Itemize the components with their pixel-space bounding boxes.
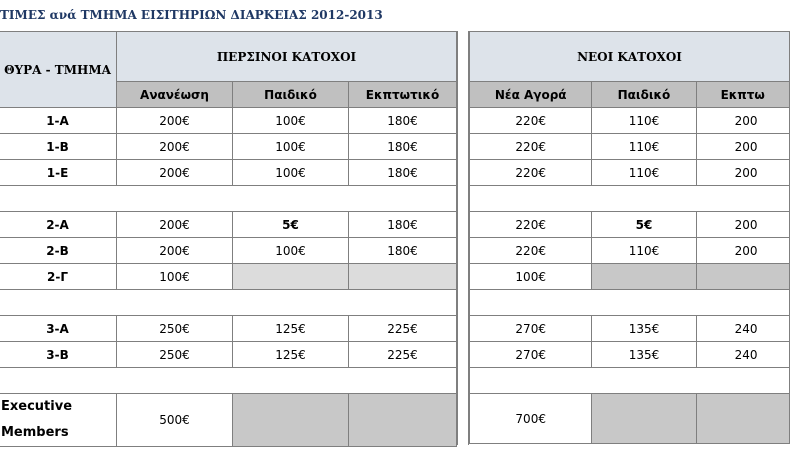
price-cell: 180€ <box>349 108 457 134</box>
section-label: 1-Ε <box>0 160 117 186</box>
price-cell: 110€ <box>592 238 696 264</box>
section-label: 1-Β <box>0 134 117 160</box>
child-column-header: Παιδικό <box>233 82 349 108</box>
price-cell: 110€ <box>592 108 696 134</box>
price-cell: 250€ <box>117 342 233 368</box>
price-cell: 180€ <box>349 160 457 186</box>
executive-members-label: Executive Members <box>0 394 117 447</box>
price-cell: 500€ <box>117 394 233 447</box>
spacer-row <box>0 186 457 212</box>
price-cell: 100€ <box>233 134 349 160</box>
table-row <box>470 160 790 186</box>
table-row <box>0 238 457 264</box>
table-divider <box>457 31 469 445</box>
price-cell: 5€ <box>233 212 349 238</box>
section-label: 1-Α <box>0 108 117 134</box>
price-cell: 200€ <box>117 134 233 160</box>
price-cell: 135€ <box>592 316 696 342</box>
table-row <box>0 134 457 160</box>
empty-cell <box>349 394 457 447</box>
price-cell: 200€ <box>117 212 233 238</box>
price-cell: 200 <box>696 134 789 160</box>
table-row <box>470 316 790 342</box>
new-owners-header: ΝΕΟΙ ΚΑΤΟΧΟΙ <box>470 32 790 82</box>
price-cell: 240 <box>696 316 789 342</box>
price-cell: 270€ <box>470 316 592 342</box>
section-label: 2-Α <box>0 212 117 238</box>
table-row <box>470 238 790 264</box>
price-cell: 5€ <box>592 212 696 238</box>
price-cell: 225€ <box>349 342 457 368</box>
price-cell: 200 <box>696 108 789 134</box>
table-row <box>0 342 457 368</box>
last-year-owners-table <box>0 31 457 447</box>
table-row <box>470 264 790 290</box>
empty-cell <box>592 394 696 444</box>
child-column-header: Παιδικό <box>592 82 696 108</box>
price-cell: 135€ <box>592 342 696 368</box>
price-cell: 125€ <box>233 342 349 368</box>
empty-cell <box>233 264 349 290</box>
empty-cell <box>592 264 696 290</box>
page-title: ΤΙΜΕΣ ανά ΤΜΗΜΑ ΕΙΣΙΤΗΡΙΩΝ ΔΙΑΡΚΕΙΑΣ 2012-2013 <box>0 8 383 22</box>
table-row <box>470 134 790 160</box>
table-row <box>0 316 457 342</box>
last-year-owners-header: ΠΕΡΣΙΝΟΙ ΚΑΤΟΧΟΙ <box>117 32 457 82</box>
spacer-row <box>470 186 790 212</box>
price-cell: 200 <box>696 160 789 186</box>
spacer-cell <box>0 186 457 212</box>
spacer-row <box>0 290 457 316</box>
discount-column-header: Εκπτω <box>696 82 789 108</box>
price-cell: 100€ <box>233 160 349 186</box>
discount-column-header: Εκπτωτικό <box>349 82 457 108</box>
price-cell: 200€ <box>117 108 233 134</box>
table-row <box>0 160 457 186</box>
spacer-cell <box>0 368 457 394</box>
spacer-cell <box>470 186 790 212</box>
empty-cell <box>233 394 349 447</box>
empty-cell <box>349 264 457 290</box>
spacer-cell <box>470 290 790 316</box>
new-purchase-column-header: Νέα Αγορά <box>470 82 592 108</box>
spacer-cell <box>0 290 457 316</box>
table-row <box>0 394 457 447</box>
price-cell: 110€ <box>592 134 696 160</box>
price-cell: 200€ <box>117 238 233 264</box>
price-cell: 100€ <box>233 238 349 264</box>
price-cell: 180€ <box>349 212 457 238</box>
table-row <box>470 342 790 368</box>
new-owners-table <box>469 31 790 444</box>
price-cell: 125€ <box>233 316 349 342</box>
spacer-cell <box>470 368 790 394</box>
price-cell: 100€ <box>233 108 349 134</box>
table-row <box>470 212 790 238</box>
price-cell: 220€ <box>470 238 592 264</box>
section-label: 3-Β <box>0 342 117 368</box>
price-cell: 200€ <box>117 160 233 186</box>
price-cell: 220€ <box>470 108 592 134</box>
empty-cell <box>696 394 789 444</box>
price-cell: 180€ <box>349 238 457 264</box>
price-cell: 110€ <box>592 160 696 186</box>
gate-section-header: ΘΥΡΑ - ΤΜΗΜΑ <box>0 32 117 108</box>
price-cell: 220€ <box>470 160 592 186</box>
price-cell: 700€ <box>470 394 592 444</box>
spacer-row <box>470 290 790 316</box>
section-label: 2-Β <box>0 238 117 264</box>
table-row <box>0 264 457 290</box>
renewal-column-header: Ανανέωση <box>117 82 233 108</box>
section-label: 2-Γ <box>0 264 117 290</box>
table-row <box>0 212 457 238</box>
empty-cell <box>696 264 789 290</box>
price-cell: 220€ <box>470 134 592 160</box>
price-cell: 100€ <box>117 264 233 290</box>
price-cell: 250€ <box>117 316 233 342</box>
spacer-row <box>0 368 457 394</box>
price-cell: 220€ <box>470 212 592 238</box>
price-cell: 180€ <box>349 134 457 160</box>
table-row <box>470 108 790 134</box>
spacer-row <box>470 368 790 394</box>
table-row <box>470 394 790 444</box>
price-cell: 225€ <box>349 316 457 342</box>
section-label: 3-Α <box>0 316 117 342</box>
price-cell: 270€ <box>470 342 592 368</box>
price-cell: 100€ <box>470 264 592 290</box>
price-cell: 200 <box>696 238 789 264</box>
table-row <box>0 108 457 134</box>
price-cell: 200 <box>696 212 789 238</box>
price-cell: 240 <box>696 342 789 368</box>
